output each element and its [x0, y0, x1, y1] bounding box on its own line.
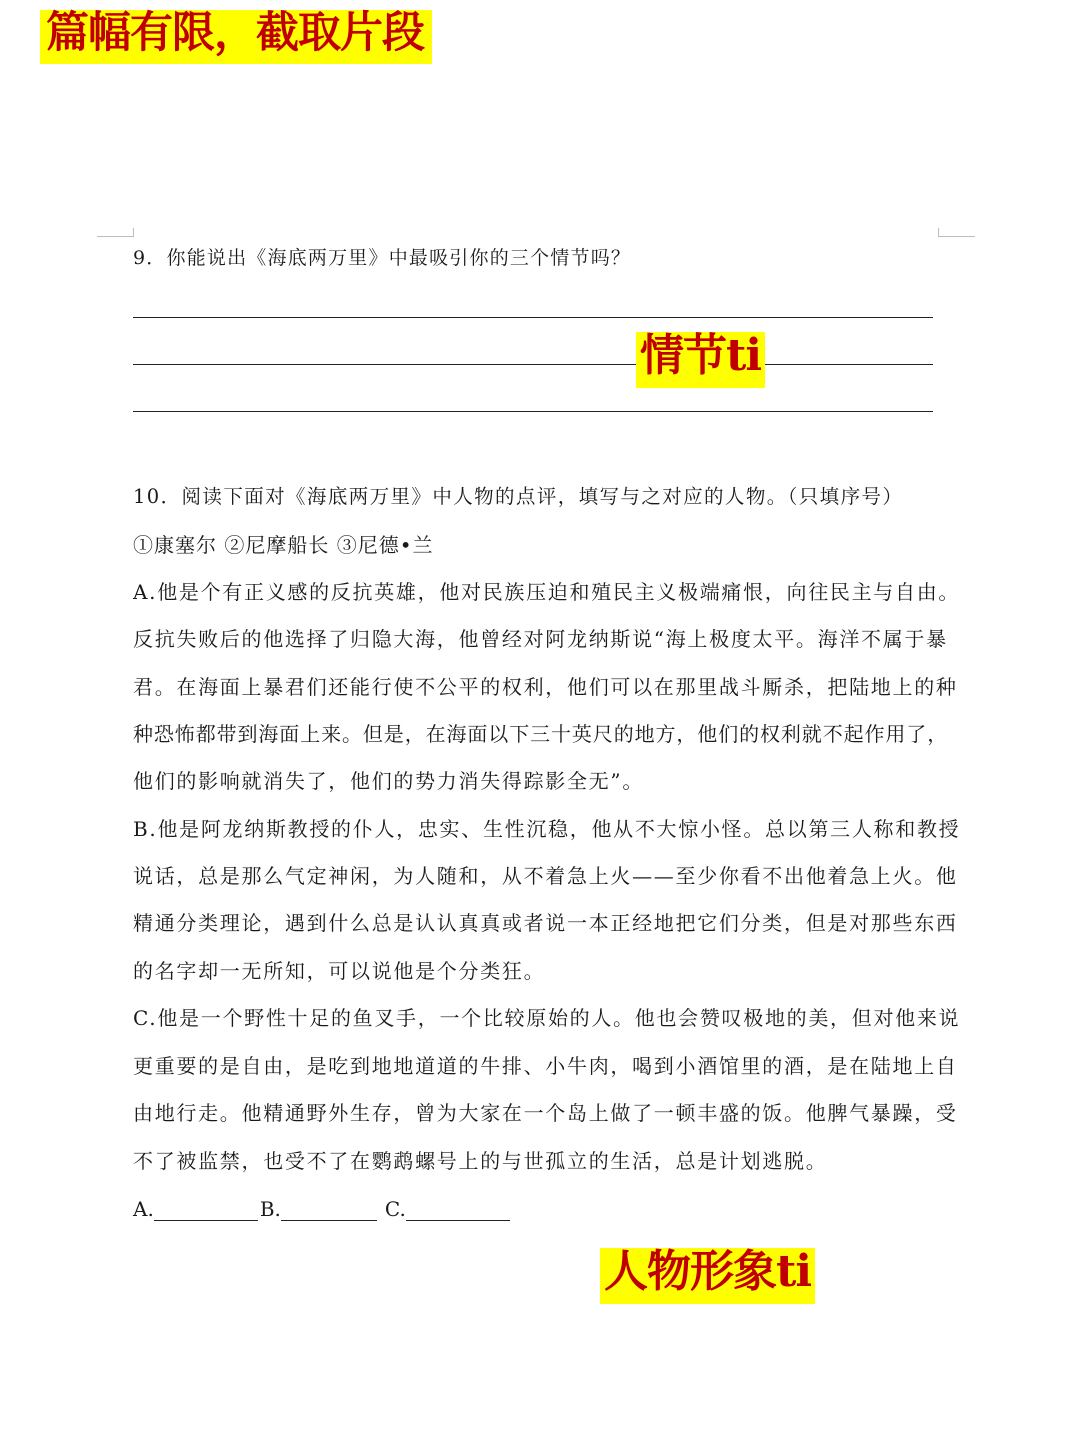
- paragraph-line: A.他是个有正义感的反抗英雄，他对民族压迫和殖民主义极端痛恨，向往民主与自由。: [133, 580, 961, 604]
- answer-line-1: [133, 317, 933, 318]
- page-corner-mark-left: [97, 228, 134, 237]
- answer-line-2: [133, 364, 933, 365]
- paragraph-line: 精通分类理论，遇到什么总是认认真真或者说一本正经地把它们分类，但是对那些东西: [133, 911, 958, 935]
- paragraph-line: B.他是阿龙纳斯教授的仆人，忠实、生性沉稳，他从不大惊小怪。总以第三人称和教授: [133, 817, 961, 841]
- answer-blank-c: [406, 1200, 510, 1221]
- paragraph-line: 反抗失败后的他选择了归隐大海，他曾经对阿龙纳斯说“海上极度太平。海洋不属于暴: [133, 627, 948, 651]
- paragraph-line: 他们的影响就消失了，他们的势力消失得踪影全无”。: [133, 769, 645, 793]
- answer-label-a: A.: [133, 1197, 154, 1221]
- paragraph-line: 种恐怖都带到海面上来。但是，在海面以下三十英尺的地方，他们的权利就不起作用了，: [133, 722, 949, 746]
- question-10: 10．阅读下面对《海底两万里》中人物的点评，填写与之对应的人物。（只填序号）: [133, 485, 904, 508]
- paragraph-line: 更重要的是自由，是吃到地地道道的牛排、小牛肉，喝到小酒馆里的酒，是在陆地上自: [133, 1054, 958, 1078]
- character-options: ①康塞尔 ②尼摩船长 ③尼德•兰: [133, 533, 434, 557]
- page-corner-mark-right: [938, 228, 975, 237]
- banner-excerpt-note: 篇幅有限，截取片段: [40, 10, 432, 64]
- banner-plot-question: 情节ti: [636, 332, 765, 388]
- paragraph-line: 由地行走。他精通野外生存，曾为大家在一个岛上做了一顿丰盛的饭。他脾气暴躁，受: [133, 1101, 958, 1125]
- answer-blank-b: [281, 1200, 377, 1221]
- question-9: 9．你能说出《海底两万里》中最吸引你的三个情节吗？: [133, 247, 632, 269]
- paragraph-line: 说话，总是那么气定神闲，为人随和，从不着急上火——至少你看不出他着急上火。他: [133, 864, 958, 888]
- paragraph-line: 君。在海面上暴君们还能行使不公平的权利，他们可以在那里战斗厮杀，把陆地上的种: [133, 675, 958, 699]
- paragraph-line: 的名字却一无所知，可以说他是个分类狂。: [133, 959, 546, 983]
- answer-label-c: C.: [384, 1197, 406, 1221]
- answer-blank-a: [154, 1200, 258, 1221]
- answer-line-3: [133, 411, 933, 412]
- paragraph-line: 不了被监禁，也受不了在鹦鹉螺号上的与世孤立的生活，总是计划逃脱。: [133, 1149, 828, 1173]
- answer-label-b: B.: [259, 1197, 281, 1221]
- paragraph-line: C.他是一个野性十足的鱼叉手，一个比较原始的人。他也会赞叹极地的美，但对他来说: [133, 1006, 961, 1030]
- answer-blanks: [133, 1197, 512, 1221]
- banner-character-question: 人物形象ti: [600, 1248, 815, 1304]
